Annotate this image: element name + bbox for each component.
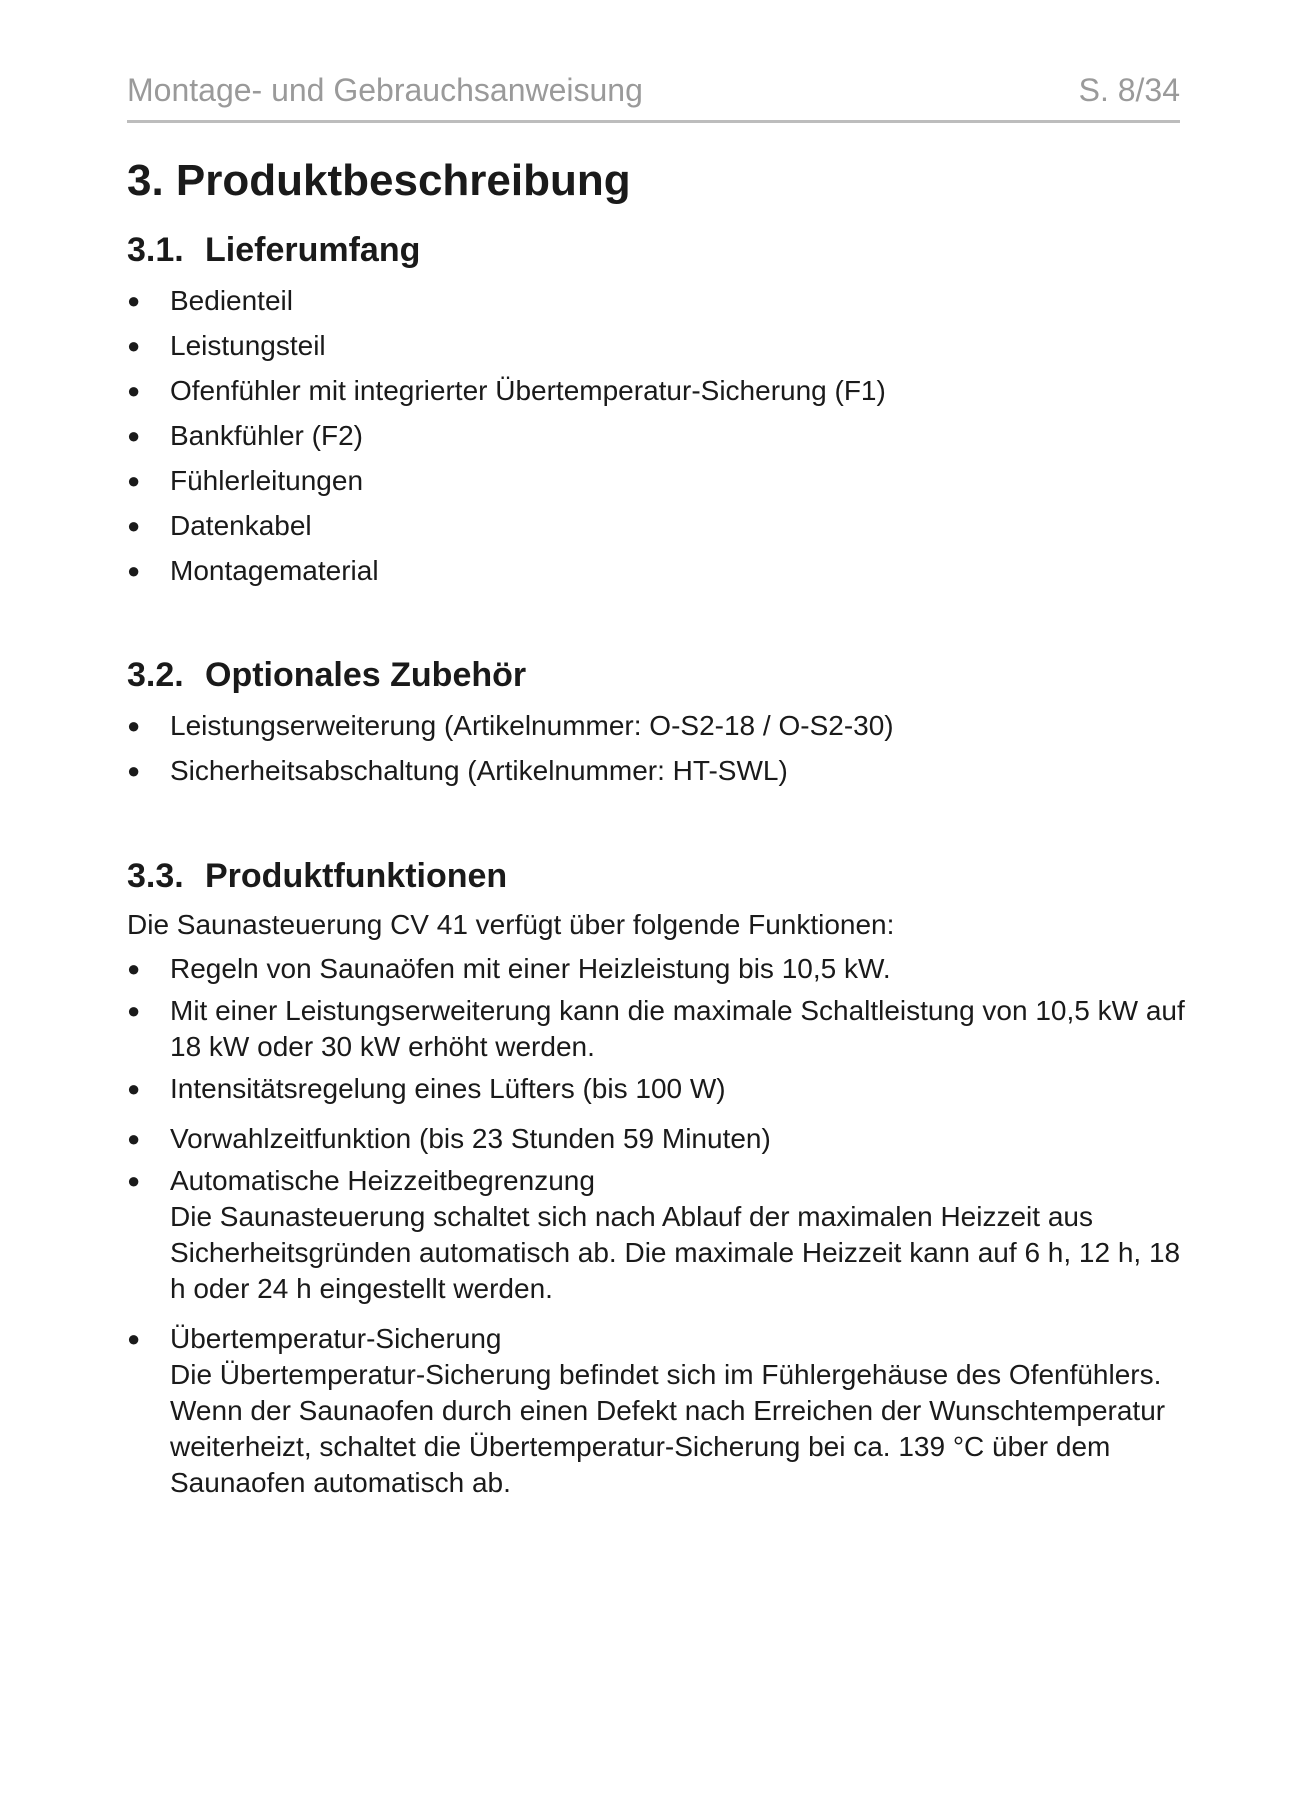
section-heading: Produktfunktionen [205, 857, 508, 895]
bullet-icon: ● [127, 956, 141, 981]
page-number: S. 8/34 [1078, 72, 1180, 108]
bullet-icon: ● [127, 998, 141, 1023]
chapter-title: 3. Produktbeschreibung [127, 156, 631, 205]
bullet-icon: ● [127, 1326, 141, 1351]
bullet-icon: ● [127, 713, 141, 738]
item-heading: Automatische Heizzeitbegrenzung [170, 1165, 595, 1196]
section-number: 3.2. [127, 656, 184, 694]
list-item: ● Sicherheitsabschaltung (Artikelnummer: HT-SWL) [127, 753, 1187, 789]
list-item: ● Mit einer Leistungserweiterung kann die maximale Schaltleistung von 10,5 kW auf 18 kW oder 30 kW erhöht werden. [127, 995, 1185, 1062]
item-detail: Die Saunasteuerung schaltet sich nach Ablauf der maximalen Heizzeit aus Sicherheitsgründen automatisch ab. Die maximale Heizzeit kann auf 6 h, 12 h, 18 h oder 24 h eingestellt werden. [170, 1201, 1181, 1304]
scope-of-delivery-list [127, 283, 1187, 589]
section-heading: Optionales Zubehör [205, 656, 527, 694]
bullet-icon: ● [127, 1126, 141, 1151]
bullet-icon: ● [127, 513, 141, 538]
section-title-optionales-zubehoer [127, 654, 1187, 696]
list-item: ● Fühlerleitungen [127, 463, 1187, 499]
functions-intro: Die Saunasteuerung CV 41 verfügt über folgende Funktionen: [127, 909, 895, 940]
list-item: ● Montagematerial [127, 553, 1187, 589]
item-heading: Übertemperatur-Sicherung [170, 1323, 502, 1354]
list-item [127, 1321, 1187, 1501]
bullet-icon: ● [127, 288, 141, 313]
bullet-icon: ● [127, 378, 141, 403]
list-item [127, 1163, 1187, 1307]
running-header [127, 70, 1180, 123]
list-item: ● Vorwahlzeitfunktion (bis 23 Stunden 59 Minuten) [127, 1121, 1187, 1157]
product-functions-list [127, 951, 1187, 1501]
section-heading: Lieferumfang [205, 231, 421, 269]
bullet-icon: ● [127, 1168, 141, 1193]
page-content [127, 155, 1187, 1515]
list-item: ● Intensitätsregelung eines Lüfters (bis 100 W) [127, 1071, 1187, 1107]
item-detail: Die Übertemperatur-Sicherung befindet sich im Fühlergehäuse des Ofenfühlers. Wenn der Saunaofen durch einen Defekt nach Erreichen der Wunschtemperatur weiterheizt, schaltet die Übertemperatur-Sicherung bei ca. 139 °C über dem Saunaofen automatisch ab. [170, 1359, 1166, 1498]
bullet-icon: ● [127, 333, 141, 358]
list-item: ● Datenkabel [127, 508, 1187, 544]
section-number: 3.3. [127, 857, 184, 895]
list-item: ● Regeln von Saunaöfen mit einer Heizleistung bis 10,5 kW. [127, 951, 1187, 987]
bullet-icon: ● [127, 758, 141, 783]
list-item: ● Ofenfühler mit integrierter Übertemperatur-Sicherung (F1) [127, 373, 1187, 409]
bullet-icon: ● [127, 558, 141, 583]
list-item: ● Leistungsteil [127, 328, 1187, 364]
section-title-produktfunktionen [127, 855, 1187, 897]
section-number: 3.1. [127, 231, 184, 269]
optional-accessories-list [127, 708, 1187, 789]
list-item: ● Leistungserweiterung (Artikelnummer: O-S2-18 / O-S2-30) [127, 708, 1187, 744]
bullet-icon: ● [127, 1076, 141, 1101]
bullet-icon: ● [127, 423, 141, 448]
bullet-icon: ● [127, 468, 141, 493]
list-item: ● Bankfühler (F2) [127, 418, 1187, 454]
document-title: Montage- und Gebrauchsanweisung [127, 72, 643, 108]
section-title-lieferumfang [127, 229, 1187, 271]
list-item: ● Bedienteil [127, 283, 1187, 319]
